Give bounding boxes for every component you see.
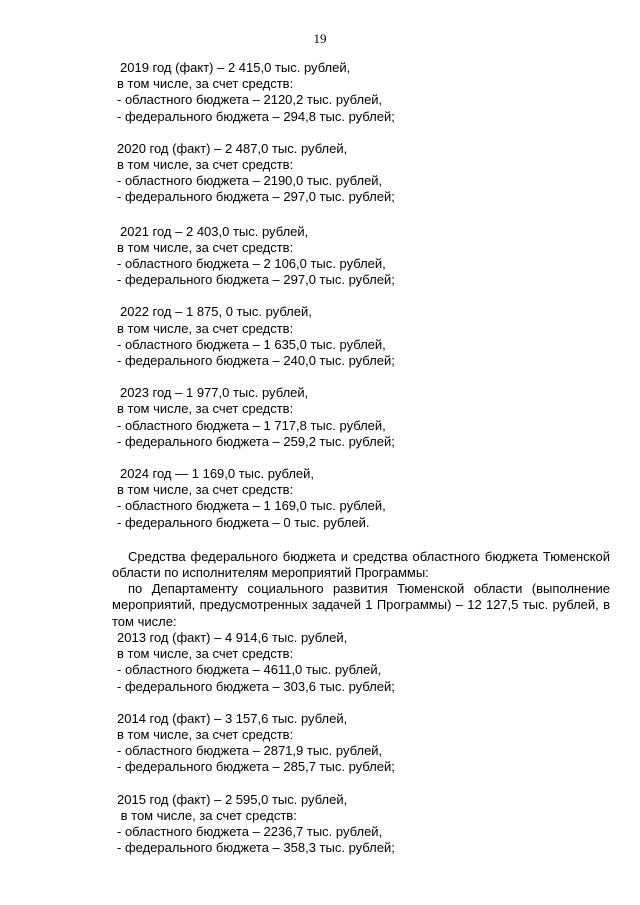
page-number: 19 (313, 31, 327, 46)
federal-budget-line: - федерального бюджета – 259,2 тыс. рублей; (117, 433, 395, 449)
funding-block-2020 (117, 141, 610, 206)
intro-paragraph-text: Средства федерального бюджета и средства областного бюджета Тюменской области по исполнителям мероприятий Программы: (112, 548, 610, 581)
funding-block-2022 (117, 304, 610, 369)
year-total: 2019 год (факт) – 2 415,0 тыс. рублей, (120, 60, 351, 75)
funding-sources-heading: в том числе, за счет средств: (117, 401, 294, 417)
funding-block-2021 (117, 224, 610, 289)
federal-budget-line: - федерального бюджета – 297,0 тыс. рублей; (117, 189, 395, 205)
regional-budget-line: - областного бюджета – 2190,0 тыс. рублей, (117, 173, 383, 189)
year-total: 2021 год – 2 403,0 тыс. рублей, (120, 223, 309, 239)
federal-budget-line: - федерального бюджета – 358,3 тыс. рублей; (117, 840, 395, 856)
regional-budget-line: - областного бюджета – 2236,7 тыс. рублей, (117, 823, 383, 839)
regional-budget-line: - областного бюджета – 1 717,8 тыс. рублей, (117, 417, 386, 433)
year-total: 2024 год — 1 169,0 тыс. рублей, (120, 466, 315, 482)
funding-block-2024 (117, 466, 610, 531)
federal-budget-line: - федерального бюджета – 303,6 тыс. рублей; (117, 678, 395, 694)
federal-budget-line: - федерального бюджета – 294,8 тыс. рублей; (117, 108, 395, 124)
funding-sources-heading: в том числе, за счет средств: (117, 157, 294, 173)
document-body (112, 60, 610, 856)
regional-budget-line: - областного бюджета – 1 169,0 тыс. рублей, (117, 498, 386, 514)
year-total: 2022 год – 1 875, 0 тыс. рублей, (120, 304, 312, 320)
funding-sources-heading: в том числе, за счет средств: (117, 646, 294, 662)
funding-sources-heading: в том числе, за счет средств: (117, 76, 294, 92)
regional-budget-line: - областного бюджета – 2 106,0 тыс. рублей, (117, 256, 386, 272)
year-total: 2014 год (факт) – 3 157,6 тыс. рублей, (117, 710, 348, 726)
funding-sources-heading: в том числе, за счет средств: (117, 807, 297, 823)
federal-budget-line: - федерального бюджета – 297,0 тыс. рублей; (117, 272, 395, 288)
funding-block-2023 (117, 385, 610, 450)
funding-block-2014 (117, 711, 610, 776)
department-paragraph-text: по Департаменту социального развития Тюменской области (выполнение мероприятий, предусмотренных задачей 1 Программы) – 12 127,5 тыс. рублей, в том числе: (112, 581, 610, 629)
funding-sources-heading: в том числе, за счет средств: (117, 726, 294, 742)
federal-budget-line: - федерального бюджета – 240,0 тыс. рублей; (117, 353, 395, 369)
funding-sources-heading: в том числе, за счет средств: (117, 482, 294, 498)
intro-paragraph (112, 549, 610, 581)
year-total: 2013 год (факт) – 4 914,6 тыс. рублей, (117, 629, 348, 645)
federal-budget-line: - федерального бюджета – 285,7 тыс. рублей; (117, 759, 395, 775)
regional-budget-line: - областного бюджета – 1 635,0 тыс. рублей, (117, 336, 386, 352)
funding-sources-heading: в том числе, за счет средств: (117, 320, 294, 336)
year-total: 2015 год (факт) – 2 595,0 тыс. рублей, (117, 791, 348, 807)
funding-block-2013 (117, 630, 610, 695)
regional-budget-line: - областного бюджета – 2120,2 тыс. рублей, (117, 92, 383, 108)
funding-block-2019 (117, 60, 610, 125)
regional-budget-line: - областного бюджета – 2871,9 тыс. рублей, (117, 743, 383, 759)
funding-block-2015 (117, 792, 610, 857)
federal-budget-line: - федерального бюджета – 0 тыс. рублей. (117, 514, 370, 530)
year-total: 2023 год – 1 977,0 тыс. рублей, (120, 385, 309, 401)
funding-sources-heading: в том числе, за счет средств: (117, 239, 294, 255)
department-paragraph (112, 581, 610, 630)
year-total: 2020 год (факт) – 2 487,0 тыс. рублей, (117, 140, 348, 156)
regional-budget-line: - областного бюджета – 4611,0 тыс. рублей, (117, 662, 382, 678)
